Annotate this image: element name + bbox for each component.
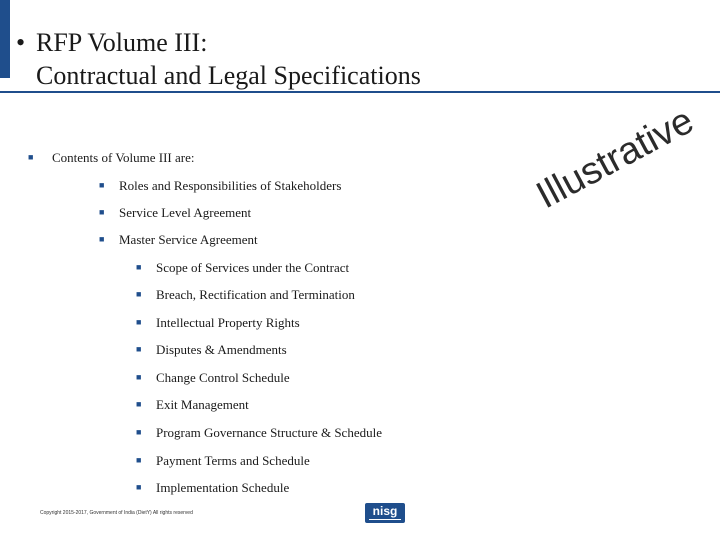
bullet-icon: ■ [136,317,142,327]
msa-list-item-text: Program Governance Structure & Schedule [156,425,382,440]
msa-list-item [136,260,350,276]
list-item-text: Service Level Agreement [119,205,252,220]
logo-text: nisg [372,504,398,518]
bullet-icon: ■ [136,427,142,437]
msa-list-item-text: Exit Management [156,397,249,412]
msa-list-item-text: Disputes & Amendments [156,342,287,357]
title-divider [0,91,720,93]
bullet-icon: ■ [136,455,142,465]
title-line-1: RFP Volume III: [36,28,208,57]
msa-list-item-text: Change Control Schedule [156,370,290,385]
msa-list-item-text: Intellectual Property Rights [156,315,300,330]
msa-list-item [136,425,382,441]
bullet-icon: ■ [136,482,142,492]
bullet-icon: ■ [99,180,105,190]
watermark-text: Illustrative [529,99,701,218]
msa-list-item [136,287,355,303]
msa-list-item [136,315,300,331]
list-item [99,178,342,194]
bullet-icon: ■ [136,344,142,354]
bullet-icon: ■ [99,234,105,244]
list-item [99,205,252,221]
list-item-text: Roles and Responsibilities of Stakeholders [119,178,342,193]
msa-list-item [136,342,287,358]
bullet-icon: ■ [99,207,105,217]
bullet-icon: ■ [136,372,142,382]
msa-list-item-text: Payment Terms and Schedule [156,453,310,468]
bullet-icon: ■ [136,399,142,409]
msa-list-item [136,370,290,386]
title-line-2: Contractual and Legal Specifications [36,61,421,90]
list-item-text: Master Service Agreement [119,232,258,247]
nisg-logo [365,503,405,523]
contents-intro-text: Contents of Volume III are: [52,150,195,165]
contents-intro [28,150,195,166]
msa-list-item [136,480,290,496]
title-accent-bar [0,0,10,78]
slide-title [16,26,706,92]
msa-list-item [136,453,310,469]
logo-underline [369,519,401,520]
msa-list-item-text: Implementation Schedule [156,480,290,495]
list-item [99,232,258,248]
title-bullet: • [16,28,26,57]
bullet-icon: ■ [136,289,142,299]
msa-list-item-text: Scope of Services under the Contract [156,260,350,275]
footer-copyright: Copyright 2015-2017, Government of India (DietY) All rights reserved [40,510,193,516]
bullet-icon: ■ [136,262,142,272]
msa-list-item [136,397,249,413]
bullet-icon: ■ [28,152,34,162]
msa-list-item-text: Breach, Rectification and Termination [156,287,355,302]
